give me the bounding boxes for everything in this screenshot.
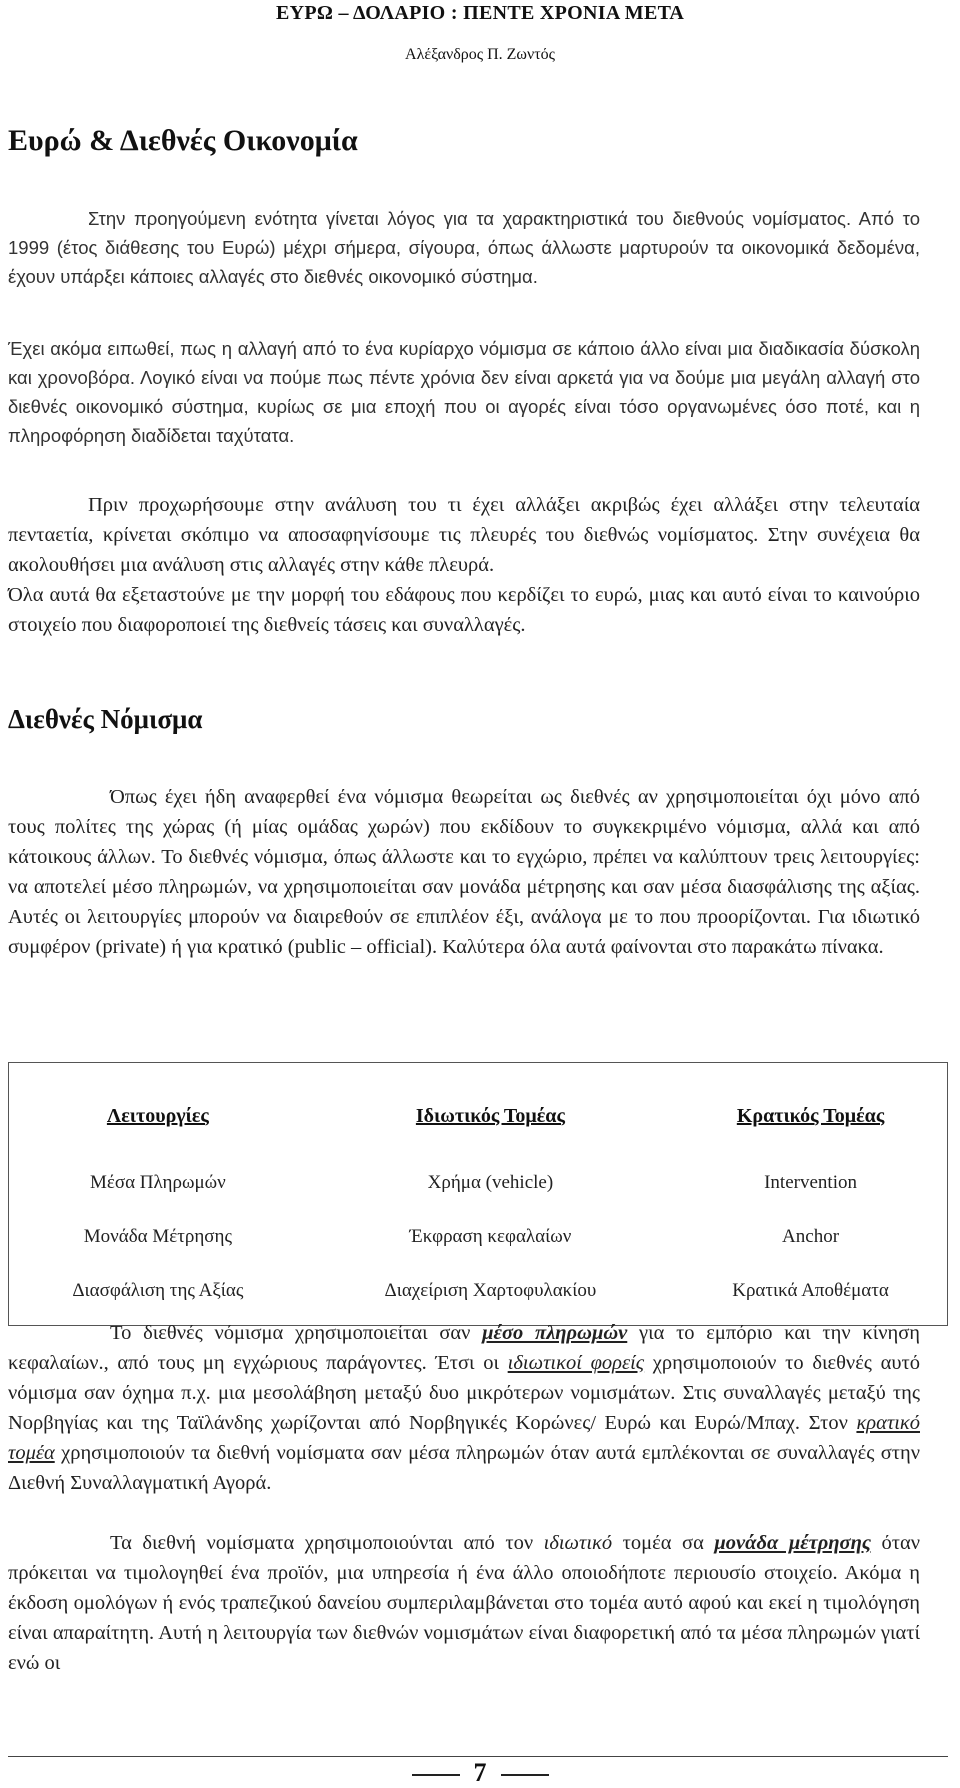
table-header-functions: Λειτουργίες xyxy=(106,1104,209,1127)
dash-right xyxy=(501,1774,549,1776)
text-run: Τα διεθνή νομίσματα χρησιμοποιούνται από τον xyxy=(110,1532,544,1554)
paragraph-unit-of-account xyxy=(8,1528,920,1678)
section-title-euro-international-economy: Ευρώ & Διεθνές Οικονομία xyxy=(8,124,358,157)
table-row xyxy=(9,1156,948,1210)
table-cell: Μέσα Πληρωμών xyxy=(89,1172,226,1193)
footer-rule xyxy=(8,1756,948,1757)
table-cell: Μονάδα Μέτρησης xyxy=(83,1226,232,1247)
text-run: για το εμπόριο και την κίνηση κεφαλαίων., από τους μη εγχώριους παράγοντες. Έτσι οι xyxy=(8,1322,920,1374)
paragraph-examined: Όλα αυτά θα εξεταστούνε με την μορφή του εδάφους που κερδίζει το ευρώ, μιας και αυτό είναι το καινούριο στοιχείο που διαφοροποιεί της διεθνείς τάσεις και συναλλαγές. xyxy=(8,584,920,636)
running-author: Αλέξανδρος Π. Ζωντός xyxy=(405,46,555,63)
paragraph-before-analysis: Πριν προχωρήσουμε στην ανάλυση του τι έχει αλλάξει ακριβώς έχει αλλάξει στην τελευταία πενταετία, κρίνεται σκόπιμο να αποσαφηνίσουμε τις πλευρές του διεθνώς νομίσματος. Στην συνέχεια θα ακολουθήσει μια ανάλυση στις αλλαγές στην κάθε πλευρά. xyxy=(8,494,920,576)
table-cell: Έκφραση κεφαλαίων xyxy=(409,1226,572,1247)
functions-table xyxy=(8,1062,948,1326)
paragraph-intro: Στην προηγούμενη ενότητα γίνεται λόγος για τα χαρακτηριστικά του διεθνούς νομίσματος. Από το 1999 (έτος διάθεσης του Ευρώ) μέχρι σήμερα, σίγουρα, όπως άλλωστε μαρτυρούν τα οικονομικά δεδομένα, έχουν υπάρξει κάποιες αλλαγές στο διεθνές οικονομικό σύστημα. xyxy=(8,208,920,287)
table-cell: Intervention xyxy=(764,1172,857,1193)
table-row xyxy=(9,1210,948,1264)
paragraph-international-currency: Όπως έχει ήδη αναφερθεί ένα νόμισμα θεωρείται ως διεθνές αν χρησιμοποιείται όχι μόνο από τους πολίτες της χώρας (ή μίας ομάδας χωρών) που εκδίδουν το συγκεκριμένο νόμισμα, αλλά και από κάτοικους άλλων. Το διεθνές νόμισμα, όπως άλλωστε και το εγχώριο, πρέπει να καλύπτουν τρεις λειτουργίες: να αποτελεί μέσο πληρωμών, να χρησιμοποιείται σαν μονάδα μέτρησης και σαν μέσα διασφάλισης της αξίας. Αυτές οι λειτουργίες μπορούν να διαιρεθούν σε επιπλέον έξι, ανάλογα με το που προορίζονται. Για ιδιωτικό συμφέρον (private) ή για κρατικό (public – official). Καλύτερα όλα αυτά φαίνονται στο παρακάτω πίνακα. xyxy=(8,786,920,958)
table-cell: Διαχείριση Χαρτοφυλακίου xyxy=(384,1280,597,1301)
emphasis-public-sector: κρατικό τομέα xyxy=(8,1412,920,1464)
page-number-value: 7 xyxy=(473,1758,487,1787)
page-number xyxy=(0,1758,960,1788)
table-cell: Anchor xyxy=(782,1226,840,1247)
table-cell: Διασφάλιση της Αξίας xyxy=(72,1280,244,1301)
table-cell: Κρατικά Αποθέματα xyxy=(732,1280,889,1301)
text-run: Το διεθνές νόμισμα χρησιμοποιείται σαν xyxy=(110,1322,483,1344)
text-run: όταν πρόκειται να τιμολογηθεί ένα προϊόν, μια υπηρεσία ή ένα άλλο οποιοδήποτε περιουσίο στοιχείο. Ακόμα η έκδοση ομολόγων ή ενός τραπεζικού δανείου συμπεριλαμβάνεται στο τομέα αυτό αφού και εκεί η τιμολόγηση είναι απαραίτητη. Αυτή η λειτουργία των διεθνών νομισμάτων είναι διαφορετική από τα μέσα πληρωμών γιατί ενώ οι xyxy=(8,1532,921,1674)
paragraph-change-difficulty: Έχει ακόμα ειπωθεί, πως η αλλαγή από το ένα κυρίαρχο νόμισμα σε κάποιο άλλο είναι μια διαδικασία δύσκολη και χρονοβόρα. Λογικό είναι να πούμε πως πέντε χρόνια δεν είναι αρκετά για να δούμε μια μεγάλη αλλαγή στο διεθνές οικονομικό σύστημα, κυρίως σε μια εποχή που οι αγορές είναι τόσο οργανωμένες όσο ποτέ, και η πληροφόρηση διαδίδεται ταχύτατα. xyxy=(8,338,920,446)
running-title: ΕΥΡΩ – ΔΟΛΑΡΙΟ : ΠΕΝΤΕ ΧΡΟΝΙΑ ΜΕΤΑ xyxy=(275,2,685,24)
table-cell: Χρήμα (vehicle) xyxy=(427,1172,554,1193)
emphasis-means-of-payment: μέσο πληρωμών xyxy=(482,1322,628,1344)
table-row xyxy=(9,1264,948,1326)
dash-left xyxy=(412,1774,460,1776)
table-header-row xyxy=(9,1063,948,1157)
paragraph-means-of-payment xyxy=(8,1318,920,1498)
emphasis-private: ιδιωτικό xyxy=(543,1532,613,1554)
text-run: τομέα σα xyxy=(612,1532,715,1554)
table-header-private-sector: Ιδιωτικός Τομέας xyxy=(415,1104,565,1127)
table-header-public-sector: Κρατικός Τομέας xyxy=(736,1104,885,1127)
emphasis-private-bodies: ιδιωτικοί φορείς xyxy=(507,1352,645,1374)
text-run: χρησιμοποιούν το διεθνές αυτό νόμισμα σαν όχημα π.χ. μια μεσολάβηση μεταξύ δυο μικρότερων νομισμάτων. Στις συναλλαγές μεταξύ της Νορβηγίας και της Ταϊλάνδης χωρίζονται από Νορβηγικές Κορώνες/ Ευρώ και Ευρώ/Μπαχ. Στον xyxy=(8,1352,920,1434)
section-title-international-currency: Διεθνές Νόμισμα xyxy=(8,704,203,734)
text-run: χρησιμοποιούν τα διεθνή νομίσματα σαν μέσα πληρωμών όταν αυτά εμπλέκονται σε συναλλαγές στην Διεθνή Συναλλαγματική Αγορά. xyxy=(8,1442,920,1494)
emphasis-unit-of-account: μονάδα μέτρησης xyxy=(714,1532,871,1554)
